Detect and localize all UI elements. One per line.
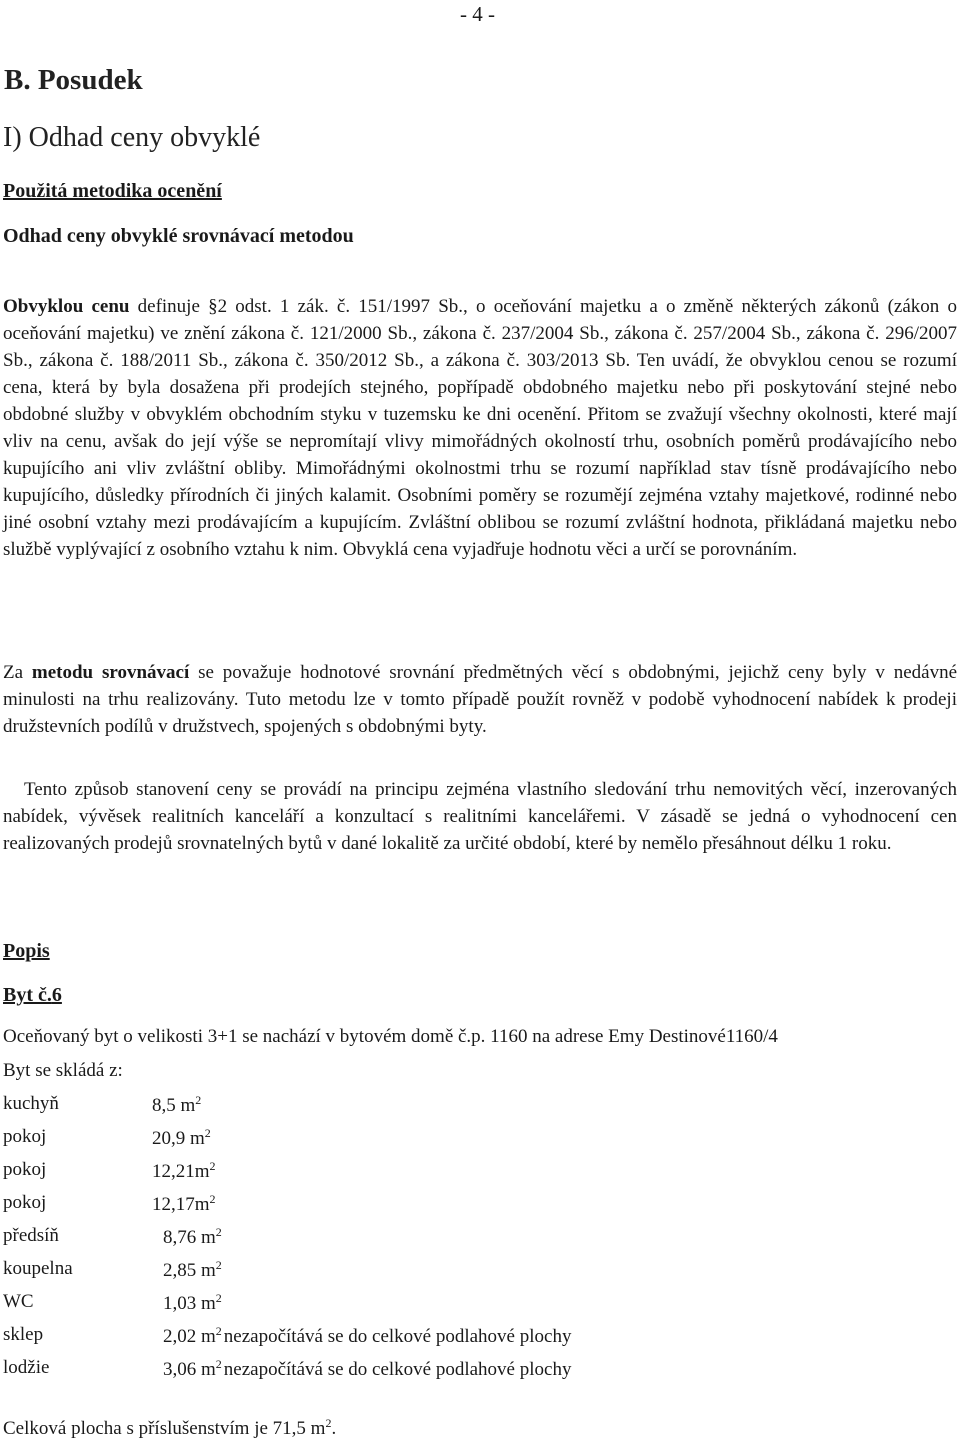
byt-heading-number: 6 — [51, 984, 62, 1006]
popis-heading: Popis — [3, 940, 50, 962]
paragraph-metoda-lead: Za — [3, 662, 32, 683]
term-obvykla-cena: Obvyklou cenu — [3, 296, 130, 317]
room-name: pokoj — [3, 1126, 47, 1147]
section-title: B. Posudek — [4, 64, 143, 96]
consists-of-label: Byt se skládá z: — [3, 1060, 123, 1081]
room-name: pokoj — [3, 1159, 47, 1180]
room-name: sklep — [3, 1324, 44, 1345]
room-area: 8,76 $m^2$ — [163, 1225, 222, 1248]
total-area-exponent: 2 — [325, 1416, 332, 1430]
byt-heading-label: Byt č. — [3, 984, 52, 1006]
method-heading: Použitá metodika ocenění — [3, 180, 222, 202]
paragraph-obvykla-cena — [3, 293, 957, 563]
room-note: nezapočítává se do celkové podlahové plochy — [223, 1326, 572, 1347]
room-area: 3,06 $m^2$ nezapočítává se do celkové podlahové plochy — [163, 1357, 572, 1380]
byt-heading — [3, 984, 62, 1007]
room-area: 1,03 $m^2$ — [163, 1291, 222, 1314]
method-name: Odhad ceny obvyklé srovnávací metodou — [3, 225, 354, 247]
term-metoda-srovnavaci: metodu srovnávací — [31, 662, 190, 683]
total-area — [3, 1416, 336, 1440]
room-name: kuchyň — [3, 1093, 59, 1114]
paragraph-obvykla-cena-text-a: definuje §2 odst. 1 zák. č. 151/1997 Sb., o oceňování majetku a o změně některých zákonů (zákon o oceňování majetku) ve znění zákona č. 121/2000 Sb., zákona č. 237/2004 Sb., zákona č. 257/2004 Sb., zákona č. 296/2007 Sb., zákona č. 188/2011 Sb., zákona č. 350/2012 Sb., a zákona č. 303/2013 Sb. — [3, 296, 957, 371]
room-name: WC — [3, 1291, 34, 1312]
apartment-description: Oceňovaný byt o velikosti 3+1 se nachází v bytovém domě č.p. 1160 na adrese Emy Destinové1160/4 — [3, 1026, 778, 1047]
room-name: pokoj — [3, 1192, 47, 1213]
room-area: $12,21m^2$ — [152, 1159, 216, 1182]
room-area: 2,02 $m^2$ nezapočítává se do celkové podlahové plochy — [163, 1324, 572, 1347]
room-area: 8,5 $m^2$ — [152, 1093, 202, 1116]
total-area-text: Celková plocha s příslušenstvím je 71,5 m — [3, 1418, 326, 1439]
room-area: $12,17m^2$ — [152, 1192, 216, 1215]
paragraph-obvykla-cena-text-b: Ten uvádí, že obvyklou cenou se rozumí cena, která by byla dosažena při prodejích stejného, popřípadě obdobného majetku nebo při poskytování stejné nebo obdobné služby v obvyklém obchodním styku v tuzemsku ke dni ocenění. — [3, 350, 957, 425]
room-area: 20,9 $m^2$ — [152, 1126, 211, 1149]
room-note: nezapočítává se do celkové podlahové plochy — [223, 1359, 572, 1380]
total-area-end: . — [331, 1418, 337, 1439]
room-area: 2,85 $m^2$ — [163, 1258, 222, 1281]
paragraph-zpusob-stanoveni: Tento způsob stanovení ceny se provádí na principu zejména vlastního sledování trhu nemovitých věcí, inzerovaných nabídek, vývěsek realitních kanceláří a konzultací s realitními kancelářemi. V zásadě se jedná o vyhodnocení cen realizovaných prodejů srovnatelných bytů v dané lokalitě za určité období, které by nemělo přesáhnout délku 1 roku. — [3, 779, 957, 854]
room-name: předsíň — [3, 1225, 59, 1246]
room-name: lodžie — [3, 1357, 50, 1378]
paragraph-metoda-text: se považuje hodnotové srovnání předmětných věcí s obdobnými, jejichž ceny byly v nedávné minulosti na trhu realizovány. Tuto metodu lze v tomto případě použít rovněž v podobě vyhodnocení nabídek k prodeji družstevních podílů v družstvech, spojených s obdobnými byty. — [3, 662, 958, 737]
room-name: koupelna — [3, 1258, 73, 1279]
page-number: - 4 - — [460, 2, 495, 26]
paragraph-obvykla-cena-text-c: Přitom se zvažují všechny okolnosti, které mají vliv na cenu, avšak do její výše se nepromítají vlivy mimořádných okolností trhu, osobních poměrů prodávajícího nebo kupujícího ani vliv zvláštní obliby. Mimořádnými okolnostmi trhu se rozumí například stav tísně prodávajícího nebo kupujícího, důsledky přírodních či jiných kalamit. Osobními poměry se rozumějí zejména vztahy majetkové, rodinné nebo jiné osobní vztahy mezi prodávajícím a kupujícím. Zvláštní oblibou se rozumí zvláštní hodnota, přikládaná majetku nebo službě vyplývající z osobního vztahu k nim. Obvyklá cena vyjadřuje hodnotu věci a určí se porovnáním. — [3, 404, 957, 560]
paragraph-metoda-srovnavaci — [3, 659, 957, 740]
subsection-title: I) Odhad ceny obvyklé — [3, 122, 261, 153]
